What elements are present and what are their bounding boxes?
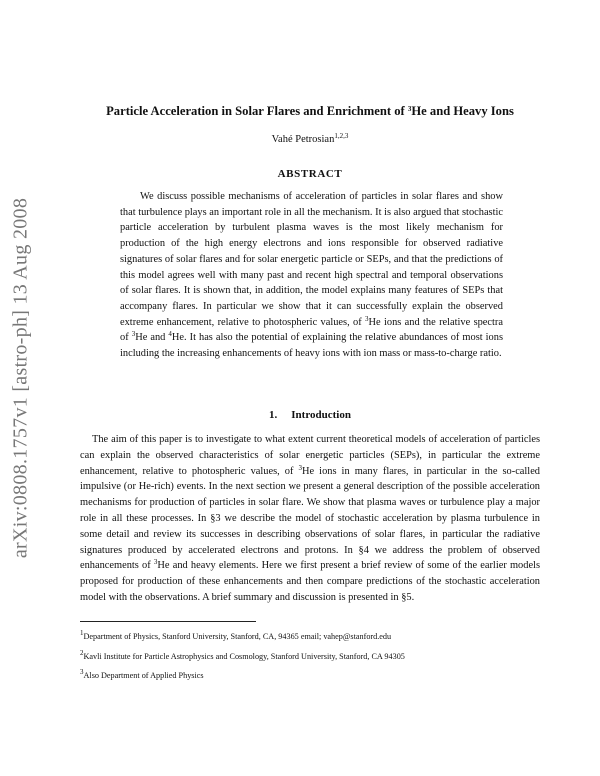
footnote-separator [80, 621, 256, 622]
abstract-heading: ABSTRACT [277, 168, 343, 180]
author-affiliation-marks: 1,2,3 [334, 132, 349, 140]
section-title: Introduction [291, 409, 351, 421]
arxiv-identifier: arXiv:0808.1757v1 [astro-ph] 13 Aug 2008 [9, 197, 32, 559]
author-line [60, 134, 560, 145]
paper-title: Particle Acceleration in Solar Flares and Enrichment of $^3$He and Heavy Ions [106, 104, 514, 118]
arxiv-sidebar-stamp [6, 188, 36, 568]
footnote-1: $^1$Department of Physics, Stanford University, Stanford, CA, 94365 email; vahep@stanford.edu [80, 629, 392, 641]
section-heading-introduction [60, 409, 560, 421]
section-number: 1. [269, 409, 278, 421]
abstract-text: We discuss possible mechanisms of acceleration of particles in solar flares and show that turbulence plays an important role in all the mechanism. It is also argued that stochastic particle acceleration by turbulent plasma waves is the most likely mechanism for production of the high energy electrons and ions responsible for observed radiative signatures of solar flares and for solar energetic particle or SEPs, and that the predictions of this model agrees well with many past and recent high spectral and temporal observations of solar flares. It is shown that, in addition, the model explains many features of SEPs that accompany flares. In particular we show that it can successfully explain the observed extreme enhancement, relative to photospheric values, of $^3$He ions and the relative spectra of $^3$He and $^4$He. It has also the potential of explaining the relative abundances of most ions including the increasing enhancements of heavy ions with ion mass or mass-to-charge ratio. [120, 191, 503, 360]
footnote-2: $^2$Kavli Institute for Particle Astrophysics and Cosmology, Stanford University, Stanford, CA 94305 [80, 649, 405, 661]
footnote-3: $^3$Also Department of Applied Physics [80, 668, 204, 680]
author-name: Vahé Petrosian [271, 134, 335, 145]
introduction-paragraph: The aim of this paper is to investigate to what extent current theoretical models of acceleration of particles can explain the observed characteristics of solar energetic particles (SEPs), in particular the extreme enhancement, relative to photospheric values, of $^3$He ions in many flares, in particular in the so-called impulsive (or He-rich) events. In the next section we present a general description of the possible acceleration mechanisms for production of particles in solar flare. We show that plasma waves or turbulence play a major role in all these processes. In §3 we describe the model of stochastic acceleration by plasma turbulence in some detail and review its successes in describing observations of solar flares, in particular the radiative signatures produced by accelerated electrons and protons. In §4 we address the problem of observed enhancements of $^3$He and heavy elements. Here we first present a brief review of some of the earlier models proposed for production of these enhancements and then compare predictions of the stochastic acceleration model with the observations. A brief summary and discussion is presented in §5. [80, 434, 541, 603]
